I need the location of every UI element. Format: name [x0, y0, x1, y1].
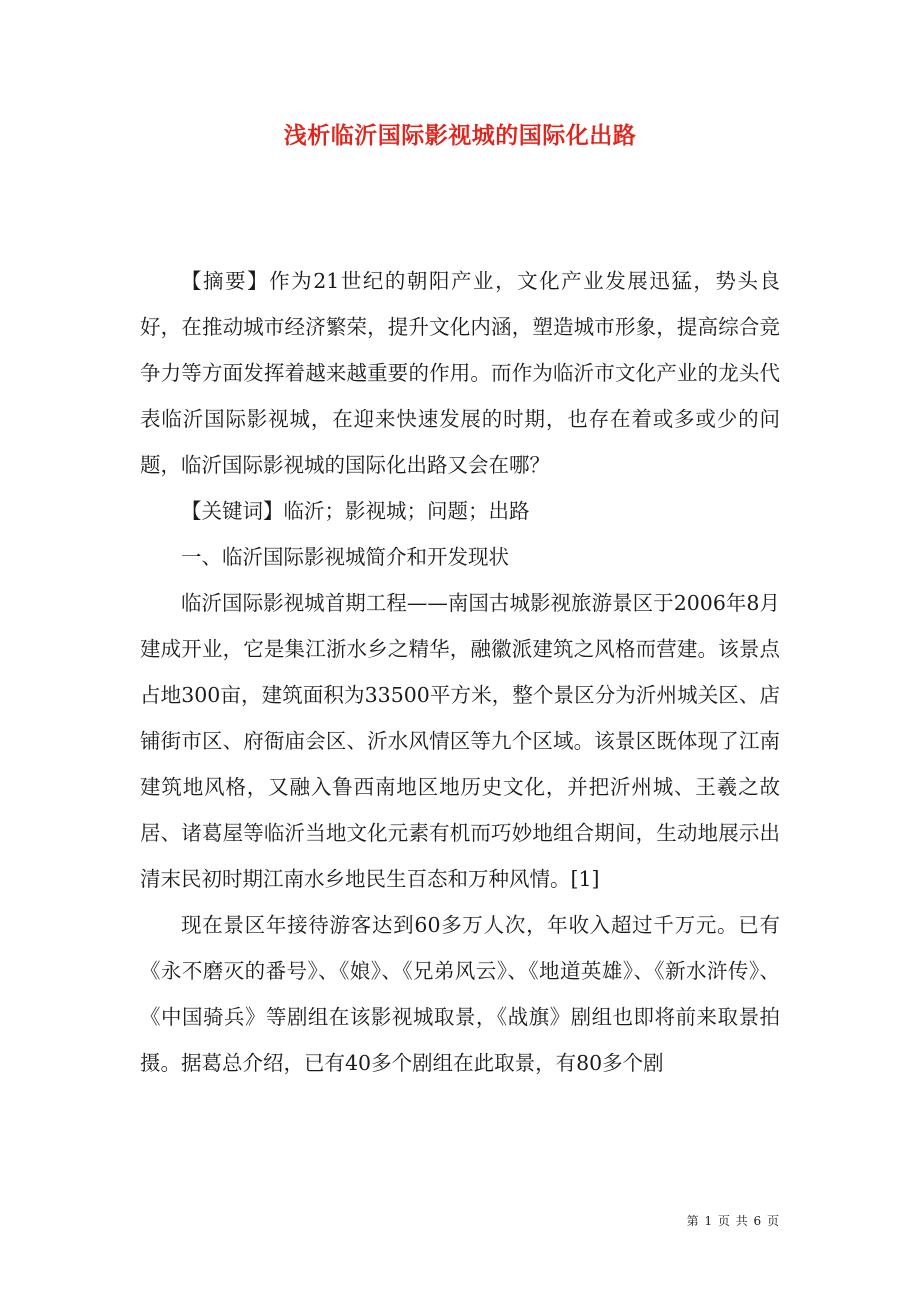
document-body [140, 258, 780, 1086]
keywords-paragraph: 【关键词】临沂；影视城；问题；出路 [181, 499, 530, 523]
page-number-footer: 第 1 页 共 6 页 [686, 1214, 780, 1228]
body-paragraph: 现在景区年接待游客达到60多万人次，年收入超过千万元。已有《永不磨灭的番号》、《娘》、《兄弟风云》、《地道英雄》、《新水浒传》、《中国骑兵》等剧组在该影视城取景，《战旗》剧组也即将前来取景拍摄。据葛总介绍，已有40多个剧组在此取景，有80多个剧 [140, 913, 780, 1075]
section-heading: 一、临沂国际影视城简介和开发现状 [181, 545, 509, 569]
abstract-paragraph: 【摘要】作为21世纪的朝阳产业，文化产业发展迅猛，势头良好，在推动城市经济繁荣，提升文化内涵，塑造城市形象，提高综合竞争力等方面发挥着越来越重要的作用。而作为临沂市文化产业的龙头代表临沂国际影视城，在迎来快速发展的时期，也存在着或多或少的问题，临沂国际影视城的国际化出路又会在哪？ [140, 269, 780, 477]
document-title: 浅析临沂国际影视城的国际化出路 [283, 122, 637, 149]
body-paragraph: 临沂国际影视城首期工程——南国古城影视旅游景区于2006年8月建成开业，它是集江浙水乡之精华，融徽派建筑之风格而营建。该景点占地300亩，建筑面积为33500平方米，整个景区分为沂州城关区、店铺街市区、府衙庙会区、沂水风情区等九个区域。该景区既体现了江南建筑地风格，又融入鲁西南地区地历史文化，并把沂州城、王羲之故居、诸葛屋等临沂当地文化元素有机而巧妙地组合期间，生动地展示出清末民初时期江南水乡地民生百态和万种风情。[1] [140, 591, 780, 891]
